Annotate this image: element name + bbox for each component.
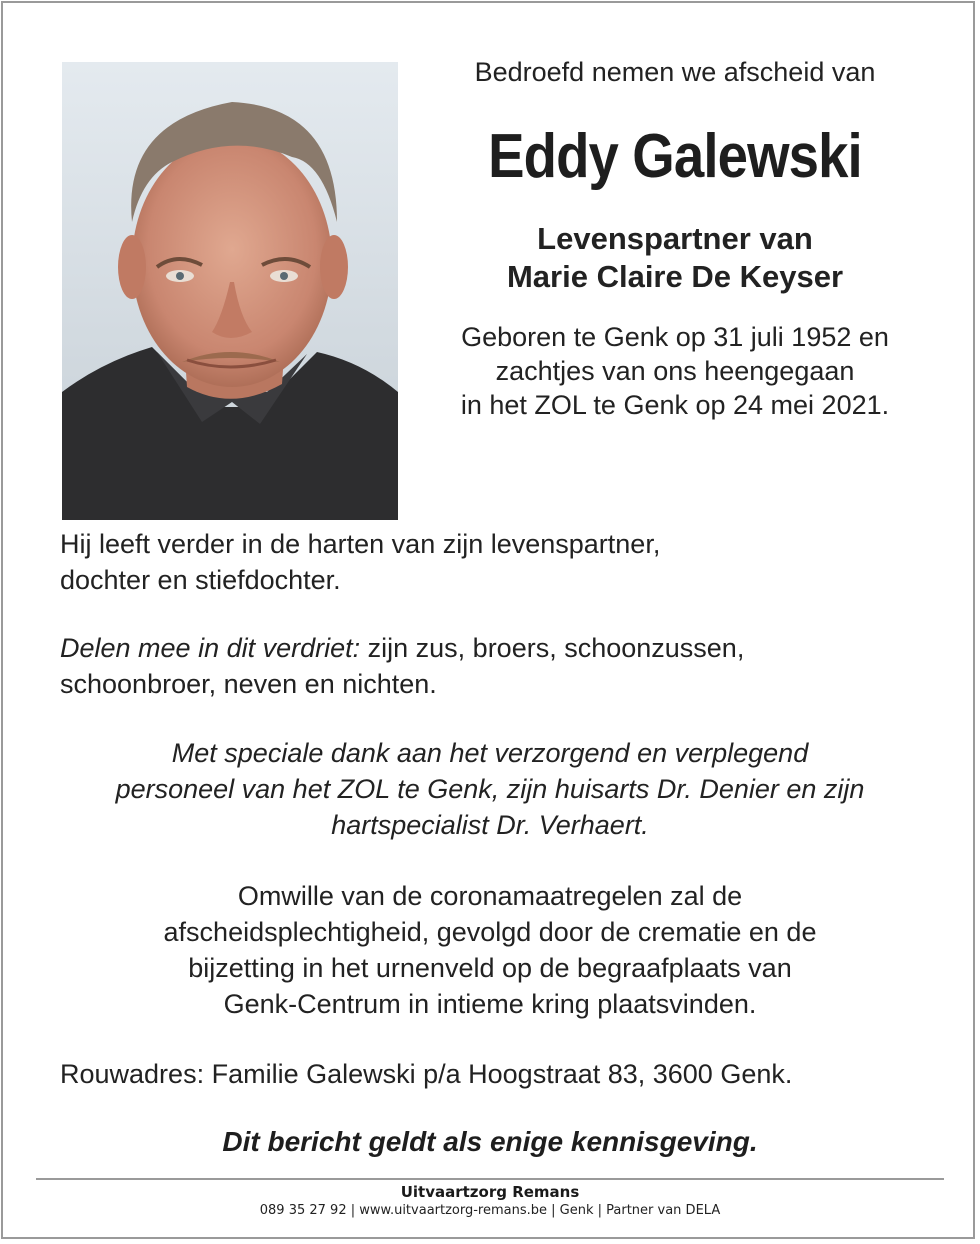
partner-block <box>410 220 940 296</box>
birth-line: Geboren te Genk op 31 juli 1952 en <box>461 322 889 352</box>
closing-statement: Dit bericht geldt als enige kennisgeving. <box>222 1126 758 1157</box>
ceremony-paragraph <box>40 878 940 1022</box>
family-paragraph <box>60 526 920 598</box>
footer-divider <box>36 1178 944 1180</box>
deceased-name: Eddy Galewski <box>488 122 862 191</box>
portrait-photo <box>62 62 398 520</box>
thanks-paragraph <box>40 735 940 843</box>
sharing-relatives: zijn zus, broers, schoonzussen, <box>360 633 745 663</box>
sharing-line <box>60 630 920 666</box>
funeral-home-contact: 089 35 27 92 | www.uitvaartzorg-remans.be | Genk | Partner van DELA <box>259 1203 721 1218</box>
family-line: dochter en stiefdochter. <box>60 565 341 595</box>
family-line: Hij leeft verder in de harten van zijn levenspartner, <box>60 529 661 559</box>
funeral-home-name: Uitvaartzorg Remans <box>400 1183 580 1201</box>
death-line: in het ZOL te Genk op 24 mei 2021. <box>460 390 890 420</box>
thanks-line: hartspecialist Dr. Verhaert. <box>331 810 649 840</box>
mourning-address: Rouwadres: Familie Galewski p/a Hoogstraat 83, 3600 Genk. <box>60 1059 793 1089</box>
sharing-paragraph <box>60 630 920 702</box>
ceremony-line: Omwille van de coronamaatregelen zal de <box>237 881 743 911</box>
notice-header <box>410 56 940 422</box>
intro-text: Bedroefd nemen we afscheid van <box>474 57 876 87</box>
sharing-line: schoonbroer, neven en nichten. <box>60 669 437 699</box>
ceremony-line: bijzetting in het urnenveld op de begraafplaats van <box>188 953 792 983</box>
thanks-line: Met speciale dank aan het verzorgend en verplegend <box>171 738 809 768</box>
birth-death-block <box>410 320 940 422</box>
partner-label: Levenspartner van <box>537 221 813 256</box>
ceremony-line: Genk-Centrum in intieme kring plaatsvinden. <box>223 989 757 1019</box>
partner-name: Marie Claire De Keyser <box>506 259 844 294</box>
sharing-label: Delen mee in dit verdriet: <box>60 633 361 663</box>
ceremony-line: afscheidsplechtigheid, gevolgd door de crematie en de <box>163 917 817 947</box>
thanks-line: personeel van het ZOL te Genk, zijn huisarts Dr. Denier en zijn <box>115 774 865 804</box>
passing-line: zachtjes van ons heengegaan <box>495 356 855 386</box>
